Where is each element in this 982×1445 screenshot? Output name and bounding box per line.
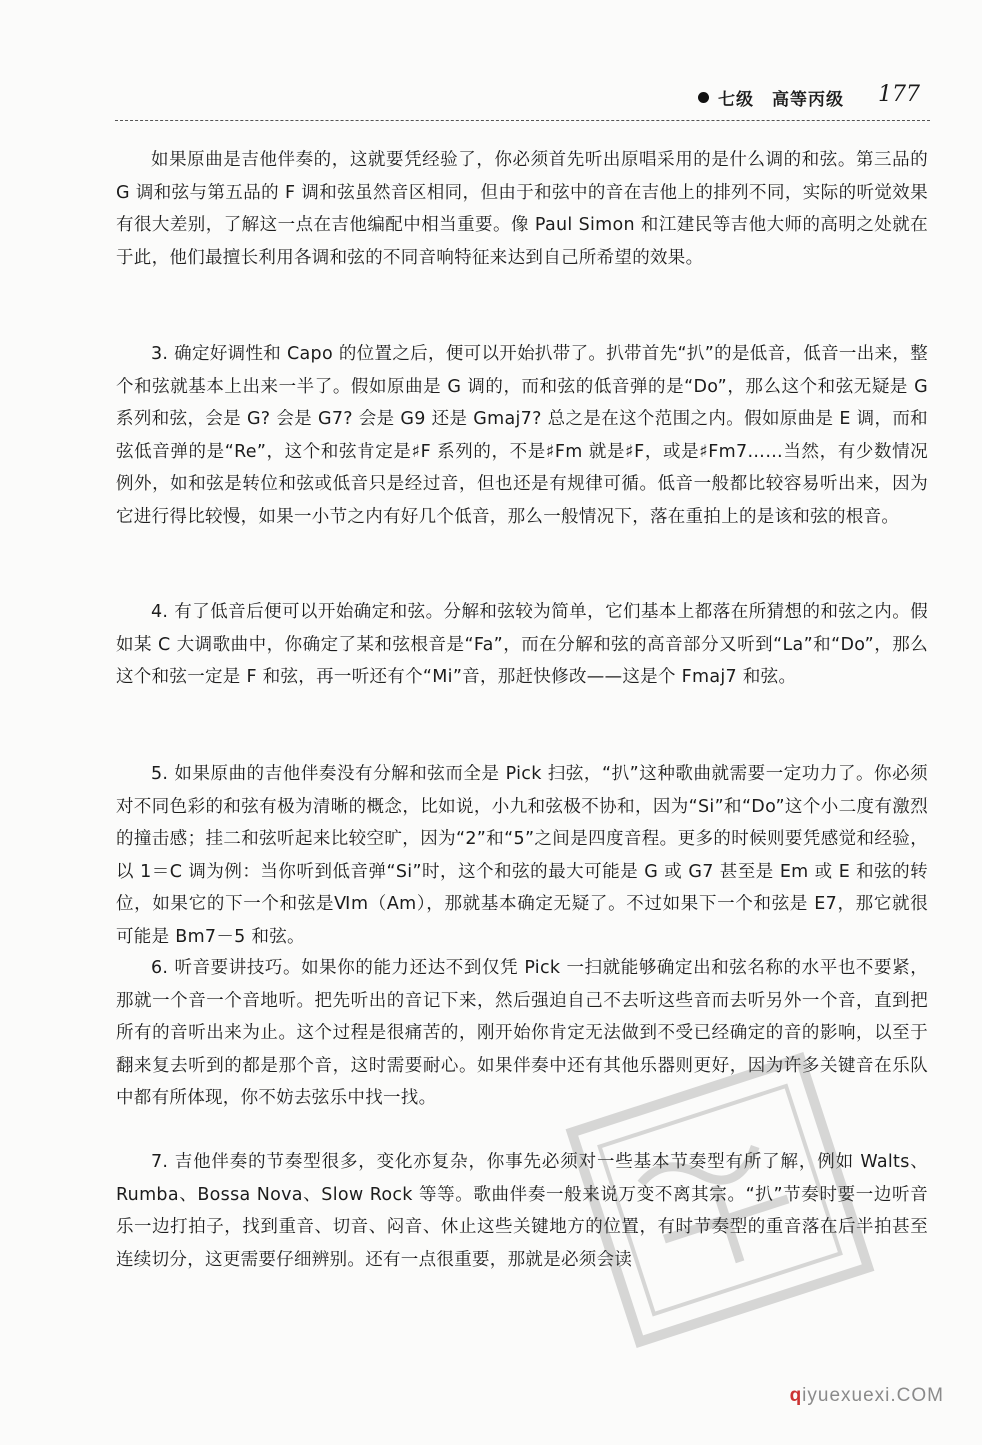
bullet-icon [698, 92, 709, 103]
page-number: 177 [878, 82, 920, 107]
section-title: 七级 高等丙级 [718, 90, 844, 110]
watermark-seal-icon [560, 1050, 880, 1350]
paragraph-1: 如果原曲是吉他伴奏的，这就要凭经验了，你必须首先听出原唱采用的是什么调的和弦。第三品的 G 调和弦与第五品的 F 调和弦虽然音区相同，但由于和弦中的音在吉他上的排列不同，实际的听觉效果有很大差别，了解这一点在吉他编配中相当重要。像 Paul Simon 和江建民等吉他大师的高明之处就在于此，他们最擅长利用各调和弦的不同音响特征来达到自己所希望的效果。 [116, 150, 928, 268]
header-divider [115, 120, 930, 121]
paragraph-4: 5. 如果原曲的吉他伴奏没有分解和弦而全是 Pick 扫弦，“扒”这种歌曲就需要一定功力了。你必须对不同色彩的和弦有极为清晰的概念，比如说，小九和弦极不协和，因为“Si”和“Do”这个小二度有激烈的撞击感；挂二和弦听起来比较空旷，因为“2”和“5”之间是四度音程。更多的时候则要凭感觉和经验，以 1＝C 调为例：当你听到低音弹“Si”时，这个和弦的最大可能是 G 或 G7 甚至是 Em 或 E 和弦的转位，如果它的下一个和弦是Ⅵm（Am），那就基本确定无疑了。不过如果下一个和弦是 E7，那它就很可能是 Bm7－5 和弦。 [116, 764, 928, 947]
paragraph-2: 3. 确定好调性和 Capo 的位置之后，便可以开始扒带了。扒带首先“扒”的是低音，低音一出来，整个和弦就基本上出来一半了。假如原曲是 G 调的，而和弦的低音弹的是“Do”，那么这个和弦无疑是 G 系列和弦，会是 G? 会是 G7? 会是 G9 还是 Gmaj7? 总之是在这个范围之内。假如原曲是 E 调，而和弦低音弹的是“Re”，这个和弦肯定是♯F 系列的，不是♯Fm 就是♯F，或是♯Fm7……当然，有少数情况例外，如和弦是转位和弦或低音只是经过音，但也还是有规律可循。低音一般都比较容易听出来，因为它进行得比较慢，如果一小节之内有好几个低音，那么一般情况下，落在重拍上的是该和弦的根音。 [116, 344, 928, 527]
page-header [690, 80, 940, 120]
paragraph-3: 4. 有了低音后便可以开始确定和弦。分解和弦较为简单，它们基本上都落在所猜想的和弦之内。假如某 C 大调歌曲中，你确定了某和弦根音是“Fa”，而在分解和弦的高音部分又听到“La”和“Do”，那么这个和弦一定是 F 和弦，再一听还有个“Mi”音，那赶快修改——这是个 Fmaj7 和弦。 [116, 602, 928, 687]
paragraph-6: 7. 吉他伴奏的节奏型很多，变化亦复杂，你事先必须对一些基本节奏型有所了解，例如 Walts、Rumba、Bossa Nova、Slow Rock 等等。歌曲伴奏一般来说万变不离其宗。“扒”节奏时要一边听音乐一边打拍子，找到重音、切音、闷音、休止这些关键地方的位置，有时节奏型的重音落在后半拍甚至连续切分，这更需要仔细辨别。还有一点很重要，那就是必须会读 [116, 1152, 928, 1270]
site-watermark: qiyuexuexi.COM [789, 1385, 944, 1406]
paragraph-5: 6. 听音要讲技巧。如果你的能力还达不到仅凭 Pick 一扫就能够确定出和弦名称的水平也不要紧，那就一个音一个音地听。把先听出的音记下来，然后强迫自己不去听这些音而去听另外一个音，直到把所有的音听出来为止。这个过程是很痛苦的，刚开始你肯定无法做到不受已经确定的音的影响，以至于翻来复去听到的都是那个音，这时需要耐心。如果伴奏中还有其他乐器则更好，因为许多关键音在乐队中都有所体现，你不妨去弦乐中找一找。 [116, 958, 928, 1108]
